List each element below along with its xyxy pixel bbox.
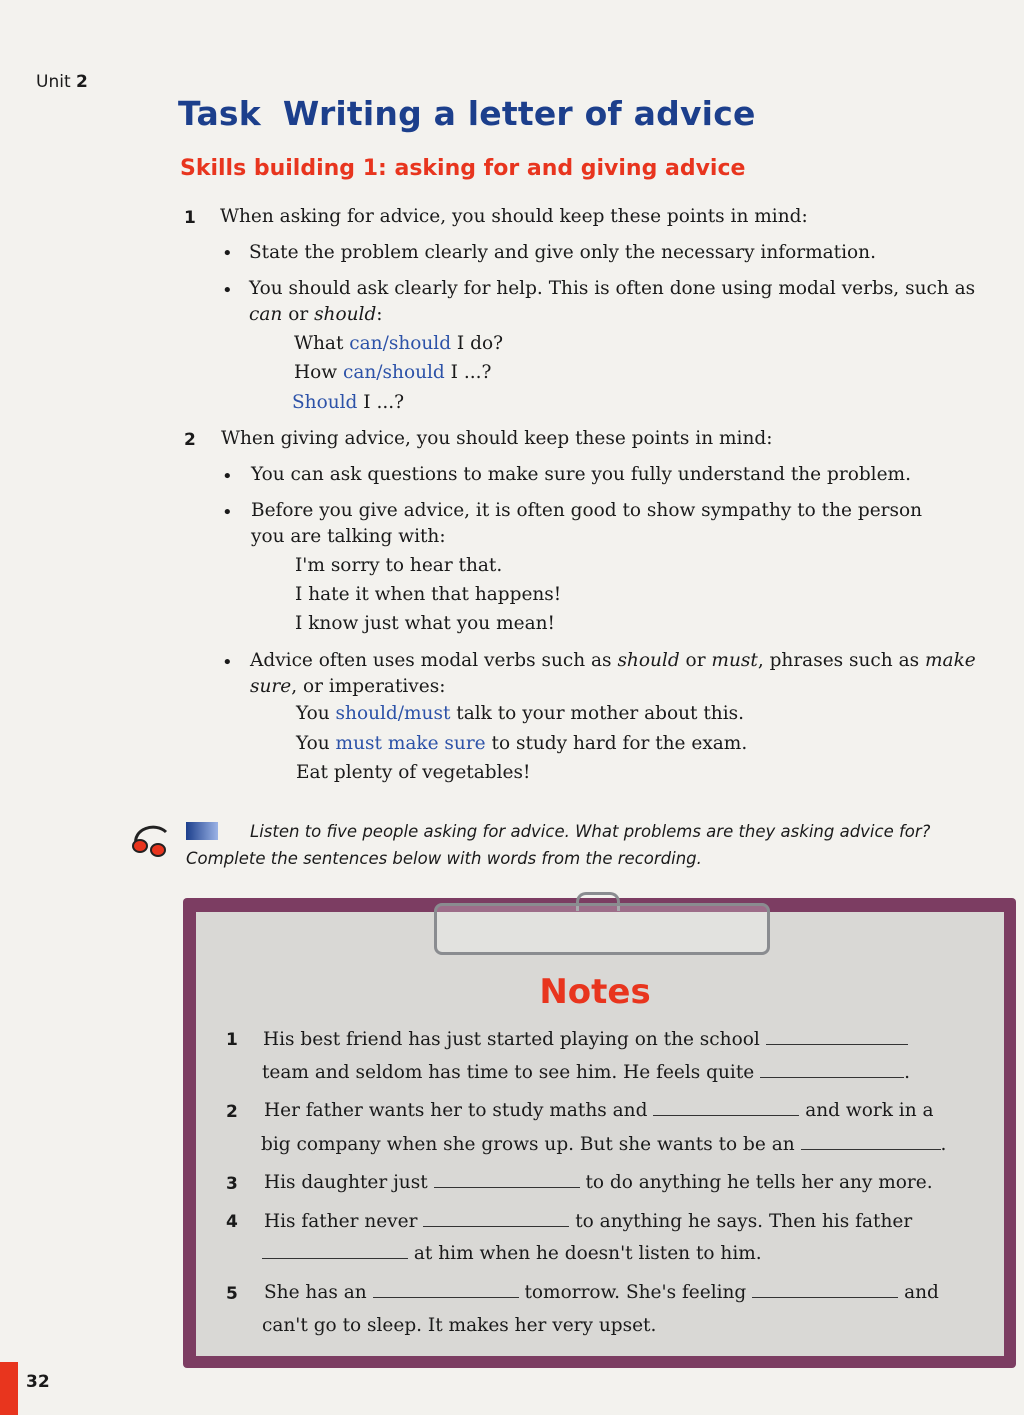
italic-can: can	[249, 304, 283, 325]
sympathy-example-1: I'm sorry to hear that.	[295, 555, 503, 576]
section-2-number: 2	[184, 430, 196, 450]
section-2-bullet-2	[251, 498, 922, 550]
note-1-line-2	[262, 1059, 910, 1086]
note-2-line-1	[264, 1097, 934, 1124]
clipboard-clip	[434, 903, 770, 955]
example-text: I ...?	[357, 392, 405, 413]
note-number: 2	[226, 1102, 238, 1122]
bullet-icon: •	[222, 243, 233, 264]
example-text: talk to your mother about this.	[450, 703, 745, 724]
example-text: to study hard for the exam.	[485, 733, 748, 754]
bullet-text: , phrases such as	[757, 650, 925, 671]
example-highlight: should/must	[335, 703, 451, 724]
title-heading: Writing a letter of advice	[282, 94, 756, 133]
answer-blank[interactable]	[434, 1169, 580, 1188]
answer-blank[interactable]	[752, 1279, 898, 1298]
listening-instruction-1: Listen to five people asking for advice. What problems are they asking advice for?	[250, 822, 931, 841]
note-number: 4	[226, 1212, 238, 1232]
answer-blank[interactable]	[262, 1240, 408, 1259]
example-text: I do?	[451, 333, 504, 354]
note-number: 5	[226, 1284, 238, 1304]
italic-must: must	[711, 650, 758, 671]
note-4-line-1	[264, 1208, 912, 1235]
bullet-icon: •	[222, 502, 233, 523]
example-text: How	[294, 362, 343, 383]
answer-blank[interactable]	[423, 1208, 569, 1227]
page-number: 32	[26, 1372, 50, 1392]
advice-example-1	[296, 701, 744, 727]
note-number: 3	[226, 1174, 238, 1194]
italic-should: should	[617, 650, 680, 671]
note-5-line-1	[264, 1279, 939, 1306]
bullet-icon: •	[222, 280, 233, 301]
note-text: His daughter just	[264, 1172, 428, 1193]
bullet-icon: •	[222, 652, 233, 673]
note-text: at him when he doesn't listen to him.	[413, 1243, 762, 1264]
example-text: You	[296, 703, 336, 724]
unit-label	[36, 72, 88, 92]
section-1-bullet-1: State the problem clearly and give only the necessary information.	[249, 242, 876, 263]
note-text: His father never	[264, 1211, 418, 1232]
note-text: Her father wants her to study maths and	[264, 1100, 648, 1121]
note-text: .	[940, 1134, 947, 1155]
page-edge-marker	[0, 1362, 18, 1415]
example-should-i	[292, 390, 404, 416]
example-text: What	[294, 333, 350, 354]
note-text: tomorrow. She's feeling	[524, 1282, 747, 1303]
advice-example-2	[296, 731, 747, 757]
answer-blank[interactable]	[373, 1279, 519, 1298]
section-1-number: 1	[184, 208, 196, 228]
section-2-bullet-1: You can ask questions to make sure you fully understand the problem.	[251, 464, 911, 485]
bullet-text: :	[376, 304, 383, 325]
example-highlight: must make sure	[335, 733, 486, 754]
note-text: and	[904, 1282, 939, 1303]
note-text: to anything he says. Then his father	[575, 1211, 913, 1232]
note-2-line-2	[261, 1131, 946, 1158]
bullet-text: Before you give advice, it is often good to show sympathy to the person	[251, 500, 923, 521]
note-1-line-1	[263, 1026, 908, 1053]
bullet-text: or	[282, 304, 315, 325]
bullet-text: you are talking with:	[251, 526, 446, 547]
section-2-intro: When giving advice, you should keep these points in mind:	[221, 428, 773, 449]
bullet-text: or	[679, 650, 712, 671]
bullet-text: , or imperatives:	[291, 676, 446, 697]
advice-example-3: Eat plenty of vegetables!	[296, 762, 531, 783]
example-how-can	[294, 360, 491, 386]
example-highlight: Should	[292, 392, 358, 413]
note-number: 1	[226, 1030, 238, 1050]
italic-make: make	[925, 650, 976, 671]
example-text: I ...?	[444, 362, 492, 383]
note-text: team and seldom has time to see him. He feels quite	[262, 1062, 755, 1083]
example-text: You	[296, 733, 336, 754]
note-text: His best friend has just started playing on the school	[263, 1029, 760, 1050]
headphones-icon	[128, 818, 178, 858]
note-3-line-1	[264, 1169, 933, 1196]
answer-blank[interactable]	[653, 1097, 799, 1116]
section-1-intro: When asking for advice, you should keep these points in mind:	[220, 206, 808, 227]
section-subtitle: Skills building 1: asking for and giving advice	[180, 156, 746, 181]
answer-blank[interactable]	[801, 1131, 941, 1150]
unit-word: Unit	[36, 72, 71, 92]
note-text: big company when she grows up. But she wants to be an	[261, 1134, 795, 1155]
bullet-text: Advice often uses modal verbs such as	[250, 650, 618, 671]
listening-marker	[186, 822, 218, 840]
note-text: She has an	[264, 1282, 367, 1303]
bullet-icon: •	[222, 466, 233, 487]
note-5-line-2: can't go to sleep. It makes her very upset.	[262, 1315, 657, 1336]
bullet-text: You should ask clearly for help. This is often done using modal verbs, such as	[249, 278, 976, 299]
sympathy-example-2: I hate it when that happens!	[295, 584, 562, 605]
title-task: Task	[178, 94, 261, 133]
listening-instruction-2: Complete the sentences below with words from the recording.	[186, 849, 702, 868]
note-text: .	[904, 1062, 911, 1083]
unit-number: 2	[76, 72, 88, 92]
example-highlight: can/should	[349, 333, 452, 354]
italic-sure: sure	[250, 676, 292, 697]
section-1-bullet-2	[249, 276, 1019, 328]
note-4-line-2	[262, 1240, 762, 1267]
note-text: and work in a	[805, 1100, 934, 1121]
example-highlight: can/should	[343, 362, 445, 383]
answer-blank[interactable]	[766, 1026, 908, 1045]
example-what-can	[294, 331, 503, 357]
section-2-bullet-3	[250, 648, 1020, 700]
answer-blank[interactable]	[760, 1059, 904, 1078]
notes-title: Notes	[539, 972, 651, 1012]
page-title	[178, 94, 756, 133]
sympathy-example-3: I know just what you mean!	[295, 613, 555, 634]
italic-should: should	[314, 304, 377, 325]
note-text: to do anything he tells her any more.	[585, 1172, 933, 1193]
